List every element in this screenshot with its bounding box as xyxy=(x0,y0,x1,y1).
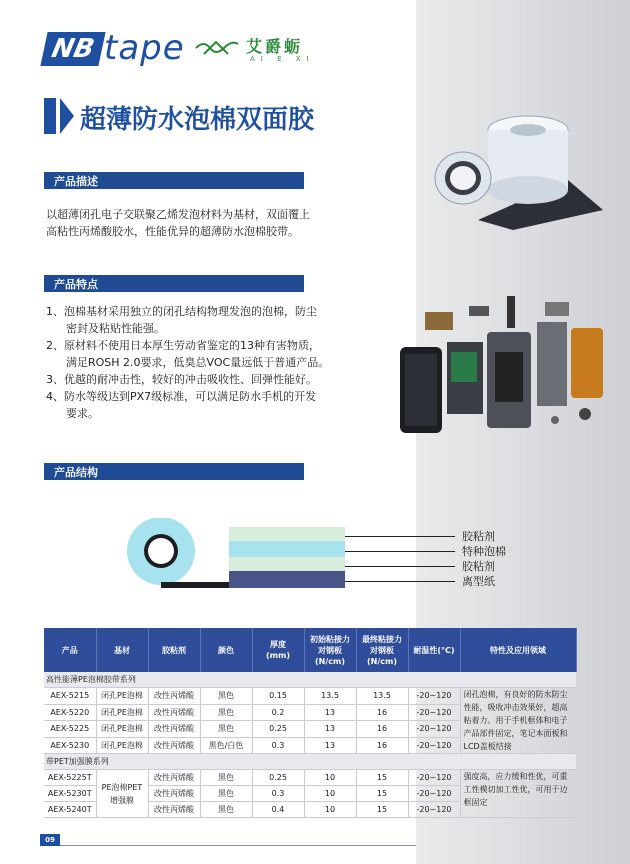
col-header-adhesive: 胶粘剂 xyxy=(148,628,200,672)
col-header-base: 基材 xyxy=(96,628,148,672)
col-header-product: 产品 xyxy=(44,628,96,672)
title-chevron-icon xyxy=(60,98,74,134)
col-header-initial-adhesion: 初始粘接力 对钢板 (N/cm) xyxy=(304,628,356,672)
col-header-final-adhesion: 最终粘接力 对钢板 (N/cm) xyxy=(356,628,408,672)
table-row: AEX-5230 闭孔PE泡棉 改性丙烯酸 黑色/白色 0.3 13 16 -20~120 xyxy=(44,737,576,754)
aexi-logo-icon xyxy=(194,38,240,58)
leader-line-4 xyxy=(345,581,455,582)
layer-label-liner: 离型纸 xyxy=(462,575,495,588)
series-row-1: 高性能薄PE泡棉胶带系列 xyxy=(44,672,576,688)
phone-parts-photo xyxy=(395,292,615,440)
leader-line-3 xyxy=(345,566,455,567)
leader-line-1 xyxy=(345,536,455,537)
layer-adhesive-top xyxy=(229,527,345,541)
col-header-color: 颜色 xyxy=(200,628,252,672)
page-number: 09 xyxy=(40,834,60,846)
tape-structure-diagram xyxy=(126,518,426,598)
application-cell-group2: 强度高，应力缓和性优，可重工性模切加工性优，可用于边框固定 xyxy=(460,770,576,818)
aexi-logo-cn: 艾爵蛎 xyxy=(246,37,304,56)
table-row: AEX-5215 闭孔PE泡棉 改性丙烯酸 黑色 0.15 13.5 13.5 -20~120 闭孔泡棉，有良好的防水防尘性能，吸收冲击效果好，超高粘着力。用于手机框体和电子产品部件固定，笔记本面板和LCD盖板结接 xyxy=(44,688,576,705)
application-cell-group1: 闭孔泡棉，有良好的防水防尘性能，吸收冲击效果好，超高粘着力。用于手机框体和电子产品部件固定，笔记本面板和LCD盖板结接 xyxy=(460,688,576,754)
title-bar-accent xyxy=(44,98,56,134)
leader-line-2 xyxy=(345,551,455,552)
layer-adhesive-bottom xyxy=(229,557,345,571)
table-row: AEX-5220 闭孔PE泡棉 改性丙烯酸 黑色 0.2 13 16 -20~120 xyxy=(44,704,576,721)
section-header-features: 产品特点 xyxy=(44,275,304,292)
aexi-logo-en: AI E XI xyxy=(250,55,315,63)
description-text: 以超薄闭孔电子交联聚乙烯发泡材料为基材，双面覆上 高粘性丙烯酸胶水，性能优异的超薄防水泡棉胶带。 xyxy=(46,208,310,238)
layer-label-adhesive-top: 胶粘剂 xyxy=(462,530,495,543)
footer-rule xyxy=(44,845,416,846)
layer-liner xyxy=(229,571,345,588)
tape-rolls-photo xyxy=(418,110,608,230)
table-row: AEX-5230T 改性丙烯酸 黑色 0.3 10 15 -20~120 xyxy=(44,786,576,802)
product-spec-table xyxy=(44,628,577,818)
layer-foam xyxy=(229,541,345,557)
section-header-description: 产品描述 xyxy=(44,172,304,189)
base-cell-group2: PE泡棉PET增强膜 xyxy=(96,770,148,818)
col-header-thickness: 厚度 (mm) xyxy=(252,628,304,672)
table-row: AEX-5225T PE泡棉PET增强膜 改性丙烯酸 黑色 0.25 10 15 -20~120 强度高，应力缓和性优，可重工性模切加工性优，可用于边框固定 xyxy=(44,770,576,786)
layer-label-adhesive-bottom: 胶粘剂 xyxy=(462,560,495,573)
col-header-application: 特性及应用领域 xyxy=(460,628,576,672)
roll-core xyxy=(148,538,174,564)
series-row-2: 带PET加强膜系列 xyxy=(44,754,576,770)
nb-logo-box: NB xyxy=(40,32,105,66)
nb-logo-tape: tape xyxy=(104,28,185,68)
features-list: 1、泡棉基材采用独立的闭孔结构物理发泡的泡棉，防尘 密封及粘贴性能强。 2、原材料不使用日本厚生劳动省鉴定的13种有害物质， 满足ROSH 2.0要求，低臭总VOC量远低于普通产品。 3、优越的耐冲击性，较好的冲击吸收性、回弹性能好。 4、防水等级达到PX7级标准，可以满足防水手机的开发 要求。 xyxy=(46,305,330,420)
table-row: AEX-5225 闭孔PE泡棉 改性丙烯酸 黑色 0.25 13 16 -20~120 xyxy=(44,721,576,738)
table-header-row xyxy=(44,628,576,672)
layer-label-foam: 特种泡棉 xyxy=(462,545,506,558)
liner-strip xyxy=(161,582,229,588)
table-row: AEX-5240T 改性丙烯酸 黑色 0.4 10 15 -20~120 xyxy=(44,802,576,818)
page-title: 超薄防水泡棉双面胶 xyxy=(80,105,315,135)
section-header-structure: 产品结构 xyxy=(44,463,304,480)
col-header-temperature: 耐温性(°C) xyxy=(408,628,460,672)
